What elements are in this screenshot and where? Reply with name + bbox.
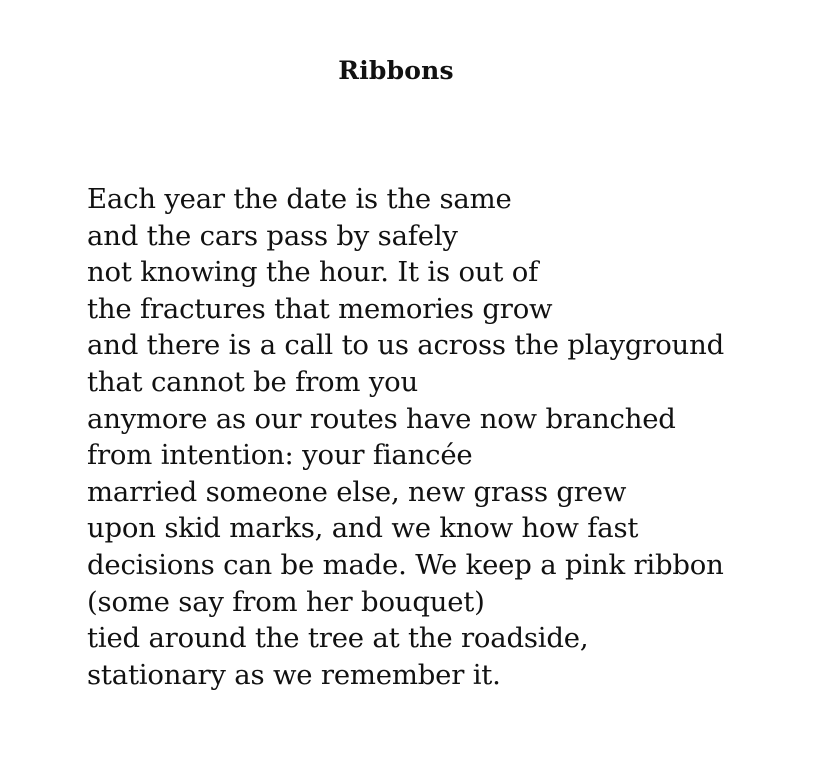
poem-line: anymore as our routes have now branched: [87, 402, 676, 435]
poem-stanza: [87, 181, 724, 693]
poem-line: tied around the tree at the roadside,: [87, 622, 589, 655]
poem-line: upon skid marks, and we know how fast: [87, 512, 639, 545]
poem-line: not knowing the hour. It is out of: [87, 256, 539, 289]
poem-line: the fractures that memories grow: [87, 292, 553, 325]
poem-title: Ribbons: [338, 56, 454, 85]
poem-line: decisions can be made. We keep a pink ribbon: [87, 548, 724, 581]
poem-line: Each year the date is the same: [87, 183, 512, 215]
poem-line: married someone else, new grass grew: [87, 475, 627, 508]
poem-line: (some say from her bouquet): [87, 585, 485, 618]
poem-line: stationary as we remember it.: [87, 658, 501, 691]
poem-line: that cannot be from you: [87, 365, 419, 398]
poem-line: from intention: your fiancée: [87, 439, 473, 472]
poem-line: and the cars pass by safely: [87, 219, 458, 252]
poem-line: and there is a call to us across the playground: [87, 329, 724, 362]
